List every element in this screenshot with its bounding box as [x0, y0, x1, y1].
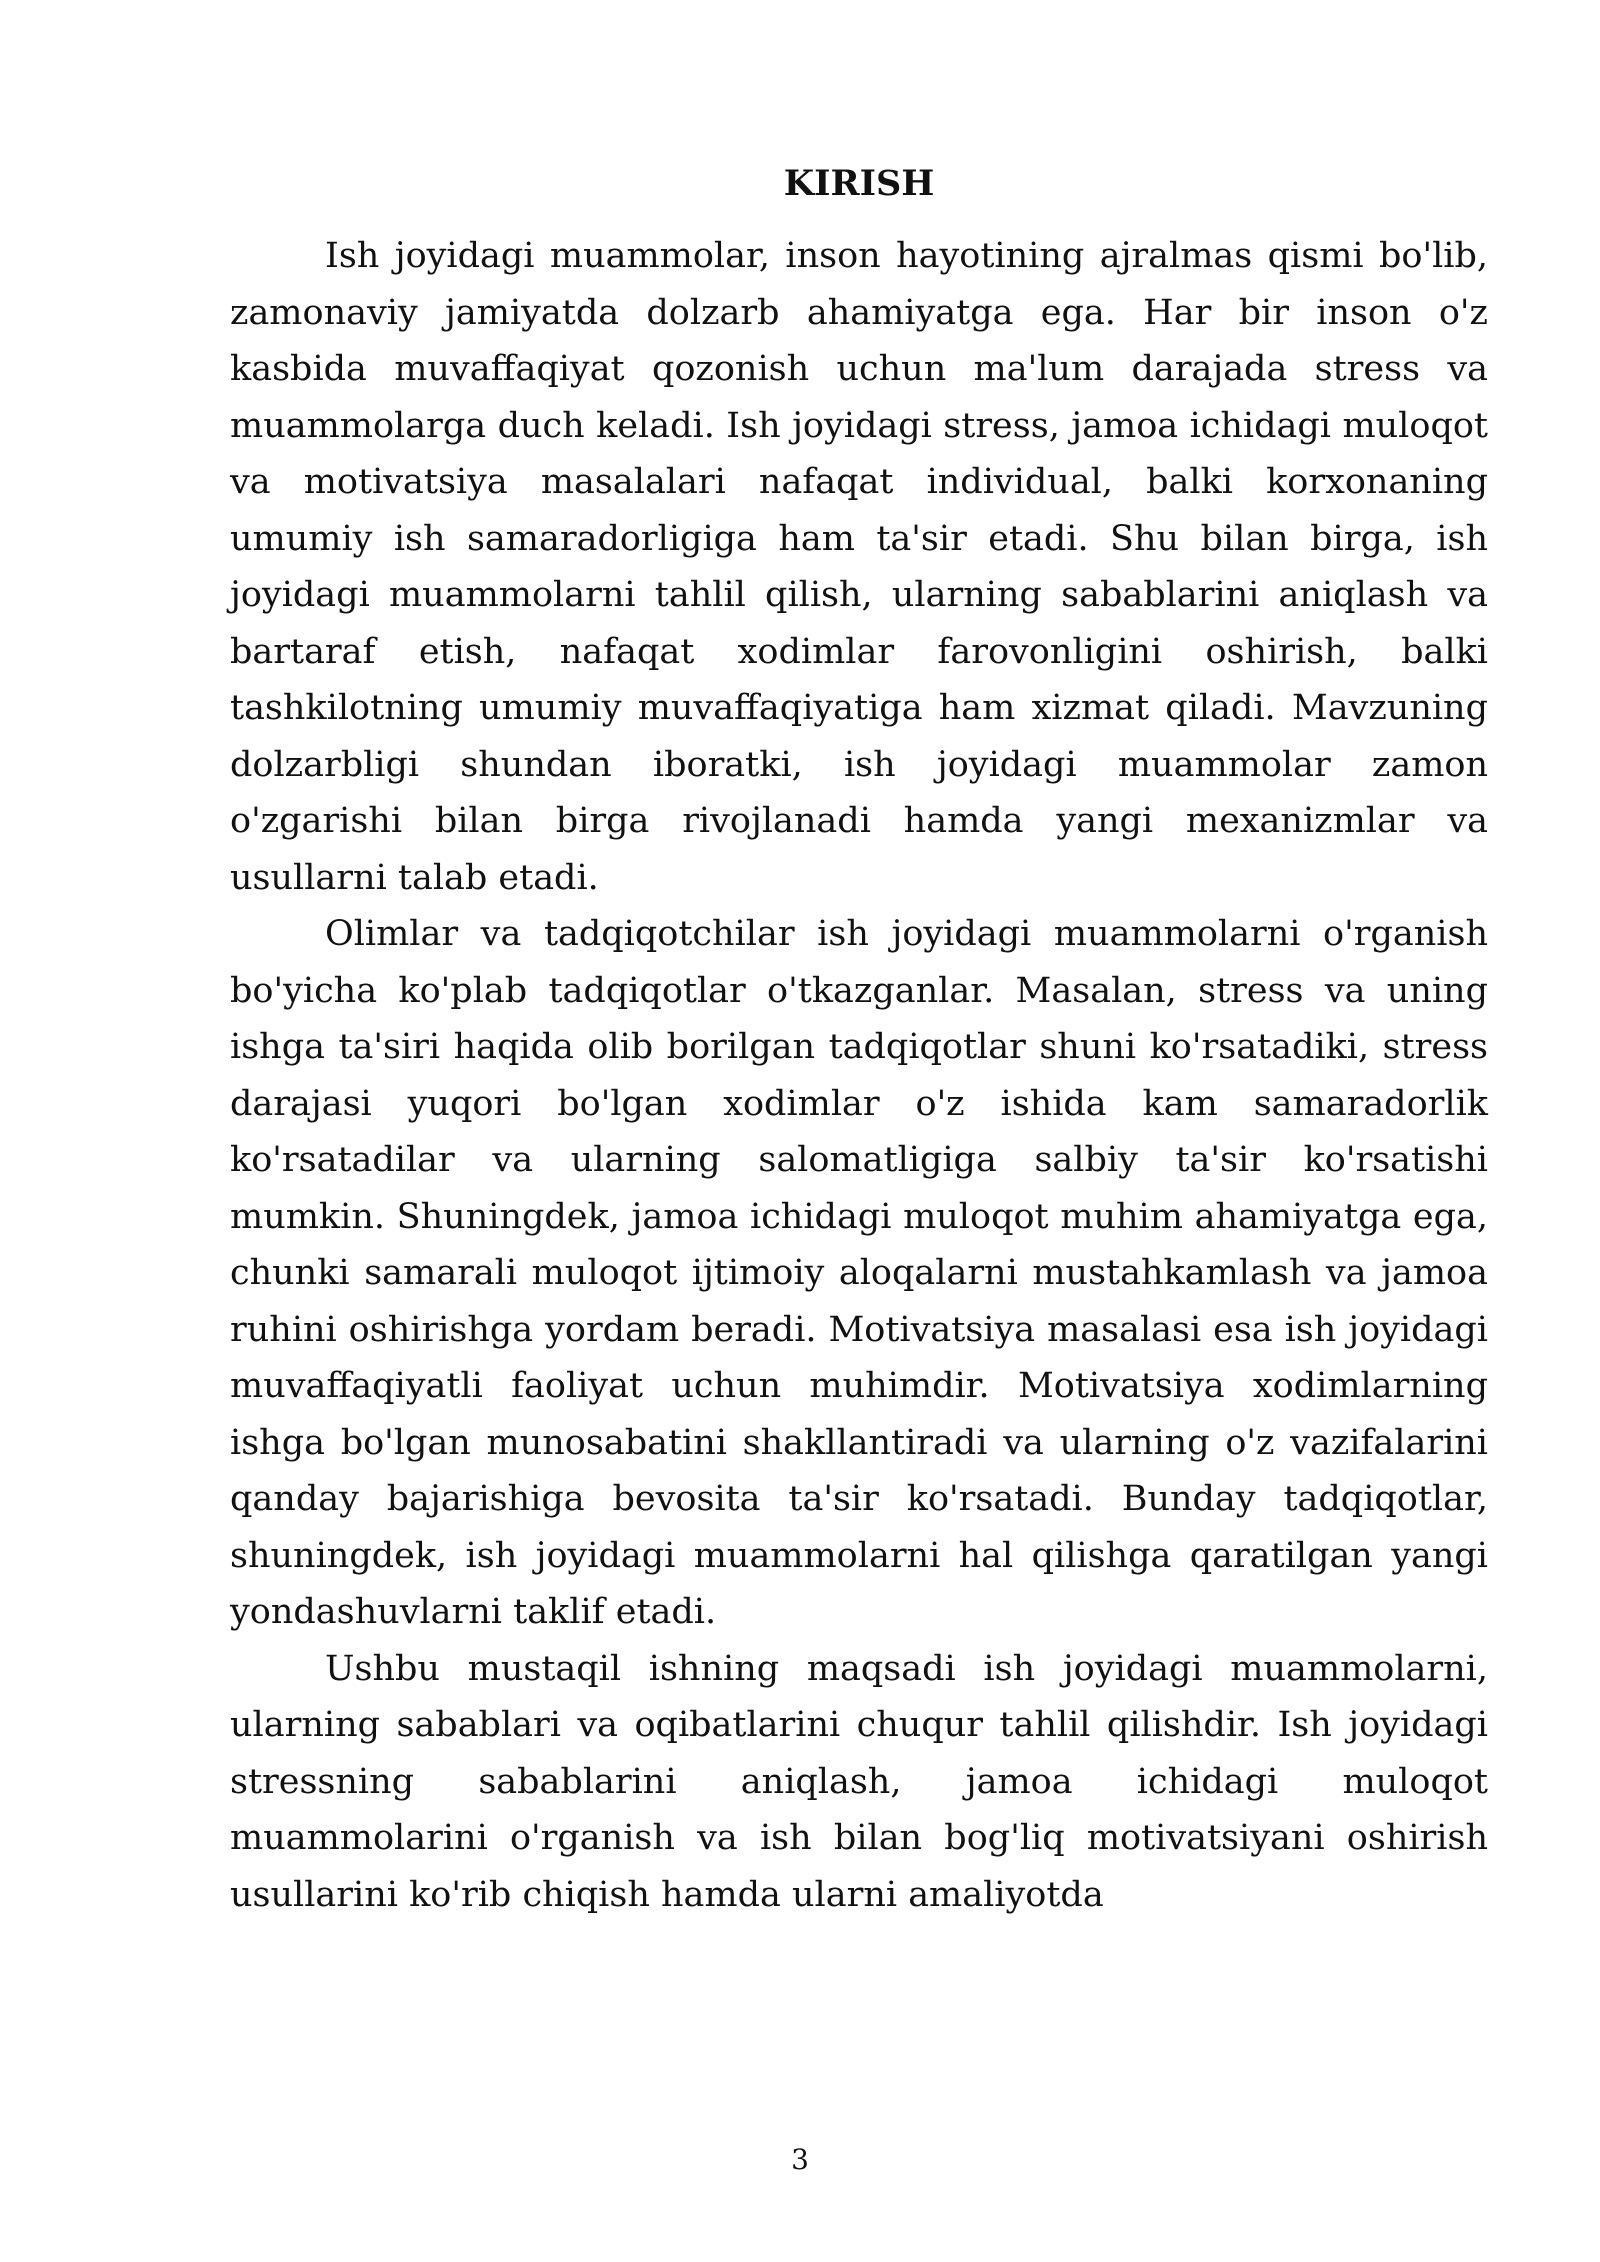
page-title: KIRISH	[783, 163, 935, 204]
paragraph-1: Ish joyidagi muammolar, inson hayotining ajralmas qismi bo'lib, zamonaviy jamiyatda dolzarb ahamiyatga ega. Har bir inson o'z kasbida muvaffaqiyat qozonish uchun ma'lum darajada stress va muammolarga duch keladi. Ish joyidagi stress, jamoa ichidagi muloqot va motivatsiya masalalari nafaqat individual, balki korxonaning umumiy ish samaradorligiga ham ta'sir etadi. Shu bilan birga, ish joyidagi muammolarni tahlil qilish, ularning sabablarini aniqlash va bartaraf etish, nafaqat xodimlar farovonligini oshirish, balki tashkilotning umumiy muvaffaqiyatiga ham xizmat qiladi. Mavzuning dolzarbligi shundan iboratki, ish joyidagi muammolar zamon o'zgarishi bilan birga rivojlanadi hamda yangi mexanizmlar va usullarni talab etadi.	[230, 236, 1488, 898]
page-content	[230, 160, 1488, 1923]
paragraph-2: Olimlar va tadqiqotchilar ish joyidagi muammolarni o'rganish bo'yicha ko'plab tadqiqotlar o'tkazganlar. Masalan, stress va uning ishga ta'siri haqida olib borilgan tadqiqotlar shuni ko'rsatadiki, stress darajasi yuqori bo'lgan xodimlar o'z ishida kam samaradorlik ko'rsatadilar va ularning salomatligiga salbiy ta'sir ko'rsatishi mumkin. Shuningdek, jamoa ichidagi muloqot muhim ahamiyatga ega, chunki samarali muloqot ijtimoiy aloqalarni mustahkamlash va jamoa ruhini oshirishga yordam beradi. Motivatsiya masalasi esa ish joyidagi muvaffaqiyatli faoliyat uchun muhimdir. Motivatsiya xodimlarning ishga bo'lgan munosabatini shakllantiradi va ularning o'z vazifalarini qanday bajarishiga bevosita ta'sir ko'rsatadi. Bunday tadqiqotlar, shuningdek, ish joyidagi muammolarni hal qilishga qaratilgan yangi yondashuvlarni taklif etadi.	[230, 914, 1488, 1632]
paragraph-3: Ushbu mustaqil ishning maqsadi ish joyidagi muammolarni, ularning sabablari va oqibatlarini chuqur tahlil qilishdir. Ish joyidagi stressning sabablarini aniqlash, jamoa ichidagi muloqot muammolarini o'rganish va ish bilan bog'liq motivatsiyani oshirish usullarini ko'rib chiqish hamda ularni amaliyotda	[230, 1648, 1488, 1915]
page-number: 3	[791, 2143, 809, 2176]
